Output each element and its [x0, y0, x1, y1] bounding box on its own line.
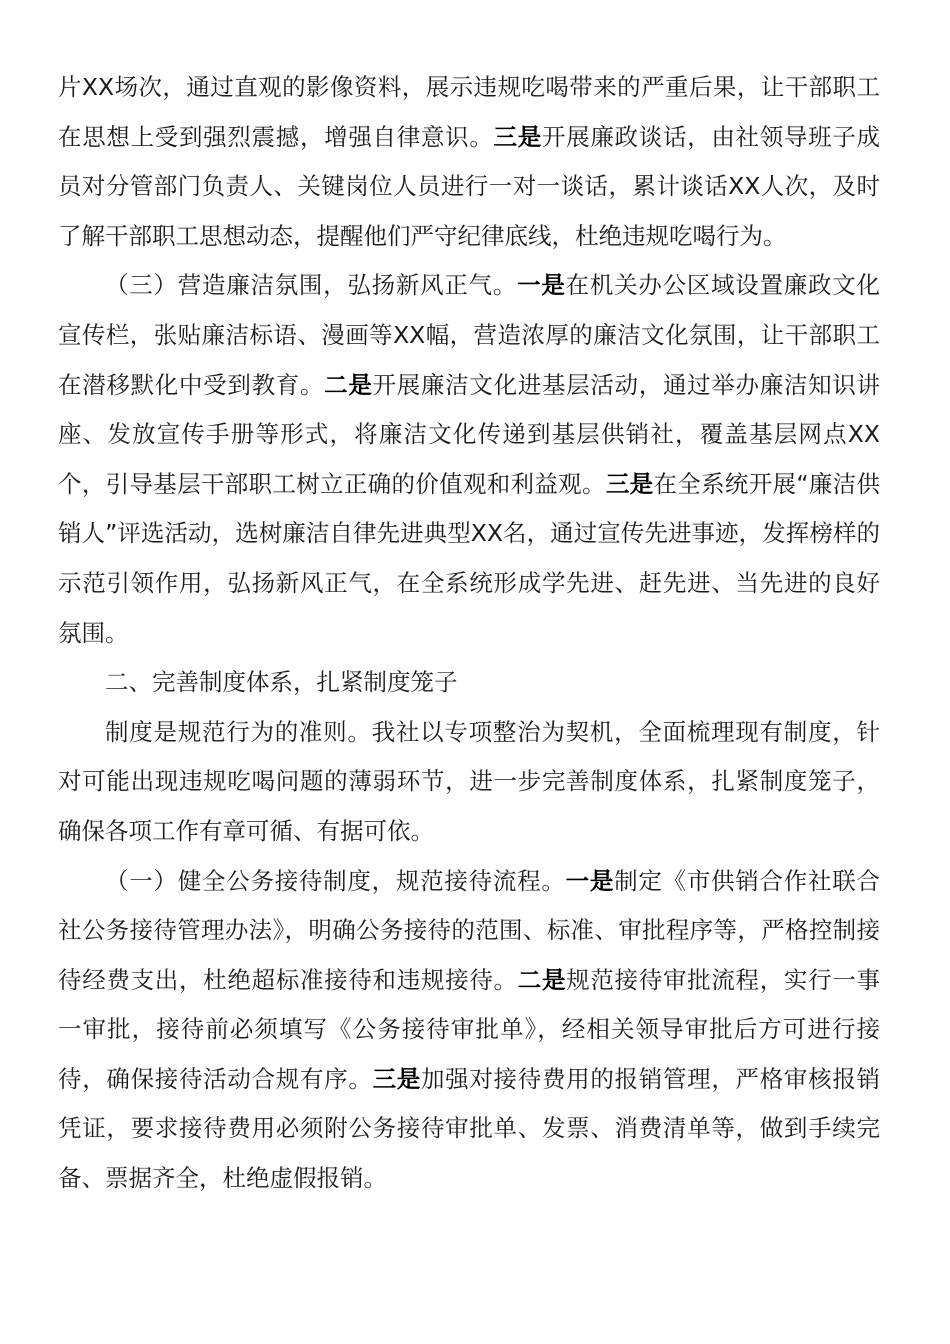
text-run: 加强对接待费用的报销管理，严格审核报销凭证，要求接待费用必须附公务接待审批单、发票、消费清单等，做到手续完备、票据齐全，杜绝虚假报销。: [58, 1064, 881, 1193]
text-run: 开展廉政谈话，由社领导班子成员对分管部门负责人、关键岗位人员进行一对一谈话，累计谈话XX人次，及时了解干部职工思想动态，提醒他们严守纪律底线，杜绝违规吃喝行为。: [58, 122, 881, 250]
text-run: 开展廉洁文化进基层活动，通过举办廉洁知识讲座、发放宣传手册等形式，将廉洁文化传递到基层供销社，覆盖基层网点XX个，引导基层干部职工树立正确的价值观和利益观。: [58, 370, 881, 498]
heading-text: 二、完善制度体系，扎紧制度笼子: [105, 668, 458, 697]
text-run: （一）健全公务接待制度，规范接待流程。: [105, 866, 566, 895]
paragraph-continued: [58, 63, 880, 261]
bold-ordinal: 二是: [517, 965, 567, 994]
section-heading-2: [58, 658, 880, 708]
text-run: （三）营造廉洁氛围，弘扬新风正气。: [105, 271, 518, 300]
text-run: 制定《市供销合作社联合社公务接待管理办法》，明确公务接待的范围、标准、审批程序等，严格控制接待经费支出，杜绝超标准接待和违规接待。: [58, 866, 881, 994]
document-page: [58, 63, 880, 1204]
paragraph-intro: [58, 708, 880, 857]
text-run: 规范接待审批流程，实行一事一审批，接待前必须填写《公务接待审批单》，经相关领导审批后方可进行接待，确保接待活动合规有序。: [58, 965, 881, 1093]
paragraph-subsection-1: [58, 857, 880, 1204]
bold-ordinal: 三是: [372, 1064, 421, 1093]
bold-ordinal: 一是: [565, 866, 615, 895]
paragraph-section-3: [58, 261, 880, 658]
bold-ordinal: 二是: [324, 370, 373, 399]
text-run: 在全系统开展“廉洁供销人”评选活动，选树廉洁自律先进典型XX名，通过宣传先进事迹，发挥榜样的示范引领作用，弘扬新风正气，在全系统形成学先进、赶先进、当先进的良好氛围。: [58, 469, 881, 647]
text-run: 在机关办公区域设置廉政文化宣传栏，张贴廉洁标语、漫画等XX幅，营造浓厚的廉洁文化氛围，让干部职工在潜移默化中受到教育。: [58, 271, 881, 399]
text-run: 制度是规范行为的准则。我社以专项整治为契机，全面梳理现有制度，针对可能出现违规吃喝问题的薄弱环节，进一步完善制度体系，扎紧制度笼子，确保各项工作有章可循、有据可依。: [58, 717, 880, 845]
bold-ordinal: 一是: [517, 271, 566, 300]
bold-ordinal: 三是: [493, 122, 542, 151]
bold-ordinal: 三是: [605, 469, 654, 498]
text-run: 片XX场次，通过直观的影像资料，展示违规吃喝带来的严重后果，让干部职工在思想上受到强烈震撼，增强自律意识。: [58, 73, 880, 151]
